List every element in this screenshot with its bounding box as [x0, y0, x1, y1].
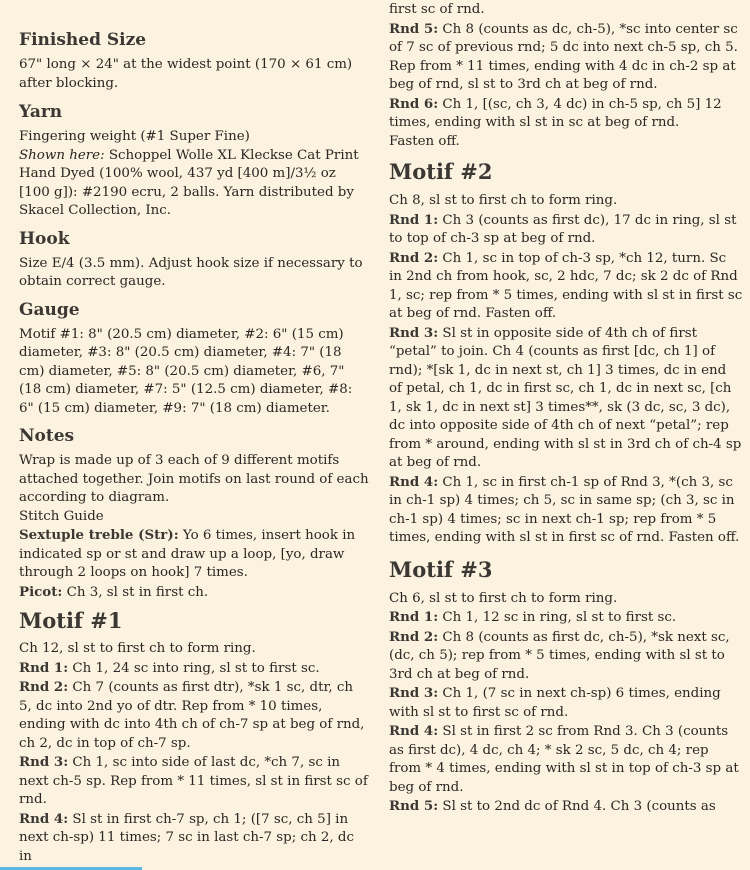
finished-size-heading: Finished Size: [19, 30, 147, 50]
yarn-text: [19, 128, 369, 221]
motif3-heading: Motif #3: [389, 556, 493, 582]
motif2-text: [389, 192, 743, 548]
notes-heading: Notes: [19, 426, 75, 446]
motif3-rnd2-text: Ch 8 (counts as first dc, ch-5), *sk next sc, (dc, ch 5); rep from * 5 times, ending with sl st to 3rd ch at beg of rnd.: [389, 629, 730, 682]
motif1-rnd4-continued: first sc of rnd.: [389, 2, 485, 17]
motif1-rnd1-label: Rnd 1:: [19, 659, 69, 676]
motif3-rnd4-label: Rnd 4:: [389, 723, 439, 739]
motif1-rnd4-label: Rnd 4:: [19, 810, 69, 827]
str-text: Yo 6 times, insert hook in indicated sp or st and draw up a loop, [yo, draw through 2 loops on hook] 7 times.: [19, 528, 356, 580]
motif1-rnd3-label: Rnd 3:: [19, 754, 69, 770]
motif3-rnd5-label: Rnd 5:: [389, 798, 439, 814]
hook-heading: Hook: [19, 228, 70, 249]
gauge-heading: Gauge: [19, 299, 80, 320]
yarn-weight: Fingering weight (#1 Super Fine): [19, 129, 250, 144]
notes-text: [19, 452, 369, 602]
motif1-heading: Motif #1: [19, 608, 123, 633]
motif2-rnd1-label: Rnd 1:: [389, 211, 439, 228]
motif2-rnd2-label: Rnd 2:: [389, 249, 439, 266]
motif1-text: [19, 640, 369, 866]
str-label: Sextuple treble (Str):: [19, 527, 179, 543]
hook-text: Size E/4 (3.5 mm). Adjust hook size if necessary to obtain correct gauge.: [19, 255, 363, 289]
motif1-rnd1-text: Ch 1, 24 sc into ring, sl st to first sc.: [68, 660, 320, 676]
gauge-text: Motif #1: 8" (20.5 cm) diameter, #2: 6" (15 cm) diameter, #3: 8" (20.5 cm) diameter, #4: 7" (18 cm) diameter, #5: 8" (20.5 cm) diameter, #6, 7" (18 cm) diameter, #7: 5" (12.5 cm) diameter, #8: 6" (15 cm) diameter, #9: 7" (18 cm) diameter.: [19, 326, 353, 416]
left-column: [19, 0, 369, 866]
shown-here-label: Shown here:: [19, 147, 105, 163]
motif1-rnd3-text: Ch 1, sc into side of last dc, *ch 7, sc in next ch-5 sp. Rep from * 11 times, sl st in first sc of rnd.: [19, 755, 368, 807]
motif1-rnd5-text: Ch 8 (counts as dc, ch-5), *sc into center sc of 7 sc of previous rnd; 5 dc into next ch-5 sp, ch 5. Rep from * 11 times, ending with 4 dc in ch-2 sp at beg of rnd, sl st to 3rd ch at beg of rnd.: [389, 21, 738, 92]
notes-body: Wrap is made up of 3 each of 9 different motifs attached together. Join motifs on last round of each according to diagram.: [19, 453, 369, 505]
motif3-intro: Ch 6, sl st to first ch to form ring.: [389, 590, 618, 606]
motif3-rnd1-text: Ch 1, 12 sc in ring, sl st to first sc.: [438, 610, 677, 625]
motif2-intro: Ch 8, sl st to first ch to form ring.: [389, 193, 618, 208]
motif1-rnd2-text: Ch 7 (counts as first dtr), *sk 1 sc, dtr, ch 5, dc into 2nd yo of dtr. Rep from * 10 times, ending with dc into 4th ch of ch-7 sp at beg of rnd, ch 2, dc in top of ch-7 sp.: [19, 680, 365, 751]
motif1-rnd5-label: Rnd 5:: [389, 20, 439, 37]
motif1-fasten-off: Fasten off.: [389, 133, 460, 149]
right-column: [389, 0, 743, 817]
motif1-rnd2-label: Rnd 2:: [19, 679, 69, 695]
motif2-rnd4-text: Ch 1, sc in first ch-1 sp of Rnd 3, *(ch 3, sc in ch-1 sp) 4 times; ch 5, sc in same sp; (ch 3, sc in ch-1 sp) 4 times; sc in next ch-1 sp; rep from * 5 times, ending with sl st in first sc of rnd. Fasten off.: [389, 474, 740, 545]
motif2-heading: Motif #2: [389, 159, 493, 184]
motif2-rnd1-text: Ch 3 (counts as first dc), 17 dc in ring, sl st to top of ch-3 sp at beg of rnd.: [389, 212, 737, 246]
finished-size-text: 67" long × 24" at the widest point (170 × 61 cm) after blocking.: [19, 57, 353, 91]
motif1-rnd6-label: Rnd 6:: [389, 95, 439, 112]
motif3-rnd4-text: Sl st in first 2 sc from Rnd 3. Ch 3 (counts as first dc), 4 dc, ch 4; * sk 2 sc, 5 dc, ch 4; rep from * 4 times, ending with sl st in top of ch-3 sp at beg of rnd.: [389, 724, 739, 795]
motif3-rnd2-label: Rnd 2:: [389, 628, 439, 645]
motif1-rnd4-text: Sl st in first ch-7 sp, ch 1; ([7 sc, ch 5] in next ch-sp) 11 times; 7 sc in last ch-7 sp; ch 2, dc in: [19, 811, 354, 864]
motif3-rnd3-label: Rnd 3:: [389, 685, 439, 701]
stitch-guide-label: Stitch Guide: [19, 508, 104, 524]
motif1-continued: [389, 1, 743, 151]
motif3-rnd1-label: Rnd 1:: [389, 609, 439, 625]
motif3-rnd3-text: Ch 1, (7 sc in next ch-sp) 6 times, ending with sl st to first sc of rnd.: [389, 686, 721, 720]
motif1-intro: Ch 12, sl st to first ch to form ring.: [19, 641, 256, 656]
yarn-heading: Yarn: [19, 102, 63, 122]
motif1-rnd6-text: Ch 1, [(sc, ch 3, 4 dc) in ch-5 sp, ch 5] 12 times, ending with sl st in sc at beg of rnd.: [389, 96, 722, 130]
motif2-rnd2-text: Ch 1, sc in top of ch-3 sp, *ch 12, turn. Sc in 2nd ch from hook, sc, 2 hdc, 7 dc; sk 2 dc of Rnd 1, sc; rep from * 5 times, ending with sl st in first sc at beg of rnd. Fasten off.: [389, 250, 743, 321]
motif3-rnd5-text: Sl st to 2nd dc of Rnd 4. Ch 3 (counts as: [438, 799, 716, 814]
picot-label: Picot:: [19, 583, 63, 600]
motif2-rnd4-label: Rnd 4:: [389, 473, 439, 490]
motif2-rnd3-text: Sl st in opposite side of 4th ch of first “petal” to join. Ch 4 (counts as first [dc, ch 1] of rnd); *[sk 1, dc in next st, ch 1] 3 times, dc in end of petal, ch 1, dc in first sc, ch 1, dc in next sc, [ch 1, sk 1, dc in next st] 3 times**, sk (3 dc, sc, 3 dc), dc into opposite side of 4th ch of next “petal”; rep from * around, ending with sl st in 3rd ch of ch-4 sp at beg of rnd.: [389, 325, 742, 470]
motif3-text: [389, 590, 743, 817]
shown-here-text: Schoppel Wolle XL Kleckse Cat Print Hand Dyed (100% wool, 437 yd [400 m]/3½ oz [100 g]): #2190 ecru, 2 balls. Yarn distributed by Skacel Collection, Inc.: [19, 147, 359, 218]
motif2-rnd3-label: Rnd 3:: [389, 324, 439, 341]
picot-text: Ch 3, sl st in first ch.: [62, 584, 209, 600]
